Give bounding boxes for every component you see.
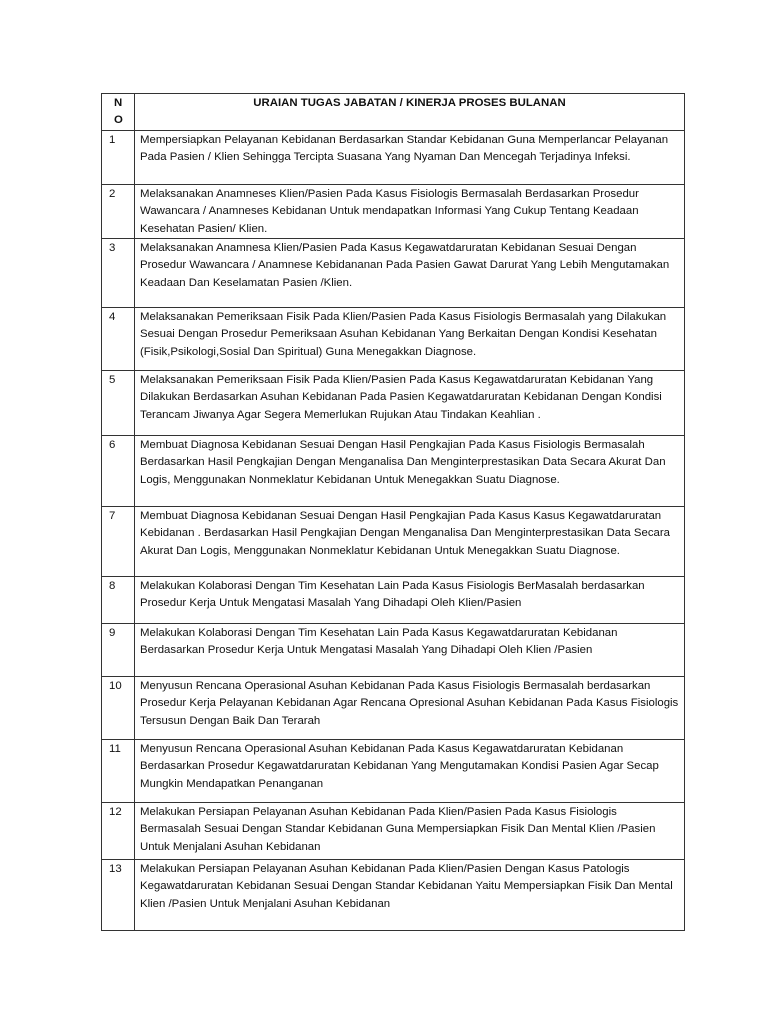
row-description: Membuat Diagnosa Kebidanan Sesuai Dengan Hasil Pengkajian Pada Kasus Kasus Kegawatdaruratan Kebidanan . Berdasarkan Hasil Pengkajian Dengan Menganalisa Dan Menginterprestasikan Data Secara Akurat Dan Logis, Menggunakan Nonmeklatur Kebidanan Untuk Menegakkan Suatu Diagnose. bbox=[135, 507, 685, 577]
row-number: 12 bbox=[102, 803, 135, 860]
table-row bbox=[102, 507, 685, 577]
row-description: Melakukan Persiapan Pelayanan Asuhan Kebidanan Pada Klien/Pasien Pada Kasus Fisiologis Bermasalah Sesuai Dengan Standar Kebidanan Guna Mempersiapkan Fisik Dan Mental Klien /Pasien Untuk Menjalani Asuhan Kebidanan bbox=[135, 803, 685, 860]
table-row bbox=[102, 436, 685, 507]
row-number: 9 bbox=[102, 624, 135, 677]
table-row bbox=[102, 803, 685, 860]
table-row bbox=[102, 740, 685, 803]
row-number: 7 bbox=[102, 507, 135, 577]
row-description: Melaksanakan Anamneses Klien/Pasien Pada Kasus Fisiologis Bermasalah Berdasarkan Prosedur Wawancara / Anamneses Kebidanan Untuk mendapatkan Informasi Yang Cukup Tentang Keadaan Kesehatan Pasien/ Klien. bbox=[135, 184, 685, 238]
table-row bbox=[102, 624, 685, 677]
row-description: Mempersiapkan Pelayanan Kebidanan Berdasarkan Standar Kebidanan Guna Memperlancar Pelayanan Pada Pasien / Klien Sehingga Tercipta Suasana Yang Nyaman Dan Mencegah Terjadinya Infeksi. bbox=[135, 130, 685, 184]
row-description: Melakukan Kolaborasi Dengan Tim Kesehatan Lain Pada Kasus Kegawatdaruratan Kebidanan Berdasarkan Prosedur Kerja Untuk Mengatasi Masalah Yang Dihadapi Oleh Klien /Pasien bbox=[135, 624, 685, 677]
row-description: Menyusun Rencana Operasional Asuhan Kebidanan Pada Kasus Fisiologis Bermasalah berdasarkan Prosedur Kerja Pelayanan Kebidanan Agar Rencana Opresional Asuhan Kebidanan Pada Kasus Fisiologis Tersusun Dengan Baik Dan Terarah bbox=[135, 677, 685, 740]
table-row bbox=[102, 677, 685, 740]
row-number: 1 bbox=[102, 130, 135, 184]
row-number: 11 bbox=[102, 740, 135, 803]
table-row bbox=[102, 860, 685, 931]
row-number: 6 bbox=[102, 436, 135, 507]
job-description-table bbox=[101, 93, 685, 931]
table-row bbox=[102, 184, 685, 238]
table-row bbox=[102, 577, 685, 624]
header-no: NO bbox=[102, 94, 135, 131]
table-row bbox=[102, 130, 685, 184]
row-number: 10 bbox=[102, 677, 135, 740]
row-description: Melaksanakan Pemeriksaan Fisik Pada Klien/Pasien Pada Kasus Fisiologis Bermasalah yang Dilakukan Sesuai Dengan Prosedur Pemeriksaan Asuhan Kebidanan Yang Berkaitan Dengan Kondisi Kesehatan (Fisik,Psikologi,Sosial Dan Spiritual) Guna Menegakkan Diagnose. bbox=[135, 308, 685, 371]
row-description: Menyusun Rencana Operasional Asuhan Kebidanan Pada Kasus Kegawatdaruratan Kebidanan Berdasarkan Prosedur Kegawatdaruratan Kebidanan Yang Mengutamakan Kondisi Pasien Agar Secap Mungkin Mendapatkan Penanganan bbox=[135, 740, 685, 803]
row-number: 4 bbox=[102, 308, 135, 371]
table-row bbox=[102, 371, 685, 436]
table-row bbox=[102, 308, 685, 371]
row-description: Membuat Diagnosa Kebidanan Sesuai Dengan Hasil Pengkajian Pada Kasus Fisiologis Bermasalah Berdasarkan Hasil Pengkajian Dengan Menganalisa Dan Menginterprestasikan Data Secara Akurat Dan Logis, Menggunakan Nonmeklatur Kebidanan Untuk Menegakkan Suatu Diagnose. bbox=[135, 436, 685, 507]
row-number: 3 bbox=[102, 239, 135, 308]
row-description: Melaksanakan Anamnesa Klien/Pasien Pada Kasus Kegawatdaruratan Kebidanan Sesuai Dengan Prosedur Wawancara / Anamnese Kebidananan Pada Pasien Gawat Darurat Yang Lebih Mengutamakan Keadaan Dan Keselamatan Pasien /Klien. bbox=[135, 239, 685, 308]
row-number: 13 bbox=[102, 860, 135, 931]
row-description: Melakukan Persiapan Pelayanan Asuhan Kebidanan Pada Klien/Pasien Dengan Kasus Patologis Kegawatdaruratan Kebidanan Sesuai Dengan Standar Kebidanan Yaitu Mempersiapkan Fisik Dan Mental Klien /Pasien Untuk Menjalani Asuhan Kebidanan bbox=[135, 860, 685, 931]
row-number: 2 bbox=[102, 184, 135, 238]
row-description: Melakukan Kolaborasi Dengan Tim Kesehatan Lain Pada Kasus Fisiologis BerMasalah berdasarkan Prosedur Kerja Untuk Mengatasi Masalah Yang Dihadapi Oleh Klien/Pasien bbox=[135, 577, 685, 624]
table-header-row bbox=[102, 94, 685, 131]
table-row bbox=[102, 239, 685, 308]
header-description: URAIAN TUGAS JABATAN / KINERJA PROSES BULANAN bbox=[135, 94, 685, 131]
row-number: 8 bbox=[102, 577, 135, 624]
row-description: Melaksanakan Pemeriksaan Fisik Pada Klien/Pasien Pada Kasus Kegawatdaruratan Kebidanan Yang Dilakukan Berdasarkan Asuhan Kebidanan Pada Pasien Kegawatdaruratan Kebidanan Dengan Kondisi Terancam Jiwanya Agar Segera Memerlukan Rujukan Atau Tindakan Keahlian . bbox=[135, 371, 685, 436]
row-number: 5 bbox=[102, 371, 135, 436]
